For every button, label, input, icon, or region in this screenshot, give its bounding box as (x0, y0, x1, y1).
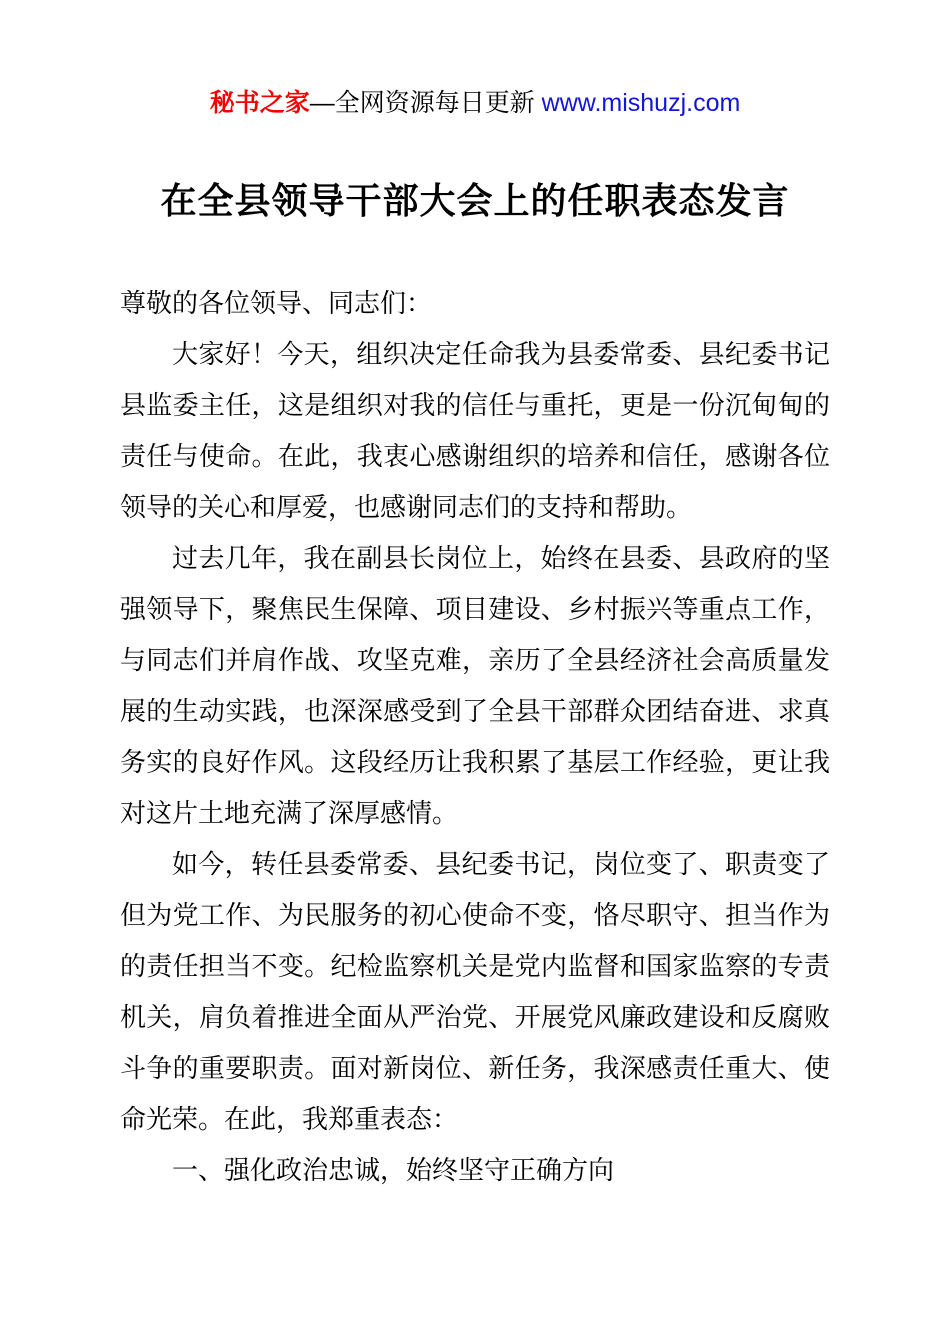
site-header (0, 0, 950, 118)
section-heading: 一、强化政治忠诚，始终坚守正确方向 (172, 1155, 615, 1185)
paragraph: 尊敬的各位领导、同志们： (120, 288, 433, 318)
paragraph: 大家好！今天，组织决定任命我为县委常委、县纪委书记县监委主任，这是组织对我的信任与重托，更是一份沉甸甸的责任与使命。在此，我衷心感谢组织的培养和信任，感谢各位领导的关心和厚爱，也感谢同志们的支持和帮助。 (120, 339, 830, 522)
site-url-link[interactable]: www.mishuzj.com (541, 89, 741, 117)
document-body (120, 278, 830, 1196)
paragraph: 过去几年，我在副县长岗位上，始终在县委、县政府的坚强领导下，聚焦民生保障、项目建设、乡村振兴等重点工作，与同志们并肩作战、攻坚克难，亲历了全县经济社会高质量发展的生动实践，也深深感受到了全县干部群众团结奋进、求真务实的良好作风。这段经历让我积累了基层工作经验，更让我对这片土地充满了深厚感情。 (120, 543, 830, 828)
site-tagline: —全网资源每日更新 (309, 89, 542, 117)
site-brand: 秘书之家 (209, 89, 310, 117)
document-title: 在全县领导干部大会上的任职表态发言 (160, 180, 790, 221)
paragraph: 如今，转任县委常委、县纪委书记，岗位变了、职责变了但为党工作、为民服务的初心使命不变，恪尽职守、担当作为的责任担当不变。纪检监察机关是党内监督和国家监察的专责机关，肩负着推进全面从严治党、开展党风廉政建设和反腐败斗争的重要职责。面对新岗位、新任务，我深感责任重大、使命光荣。在此，我郑重表态： (120, 849, 830, 1134)
